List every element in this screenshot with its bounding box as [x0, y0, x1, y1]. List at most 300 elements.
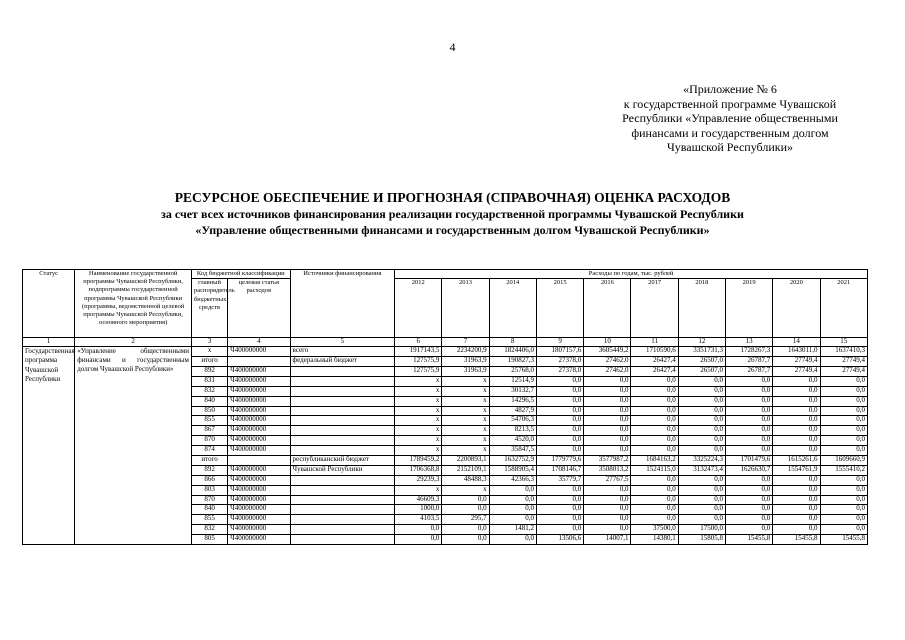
amount-cell: 0,0 [536, 446, 583, 456]
amount-cell: 127575,9 [395, 366, 442, 376]
amount-cell: 0,0 [489, 495, 536, 505]
amount-cell: 0,0 [631, 515, 678, 525]
year-header: 2020 [773, 279, 820, 338]
amount-cell: 0,0 [536, 505, 583, 515]
amount-cell: 0,0 [536, 416, 583, 426]
amount-cell: х [442, 446, 489, 456]
amount-cell: 0,0 [489, 505, 536, 515]
source-cell [290, 426, 395, 436]
header-target: целевая статья расходов [228, 279, 290, 338]
amount-cell: 0,0 [773, 376, 820, 386]
title-line: РЕСУРСНОЕ ОБЕСПЕЧЕНИЕ И ПРОГНОЗНАЯ (СПРАВОЧНАЯ) ОЦЕНКА РАСХОДОВ [174, 190, 731, 205]
amount-cell: 0,0 [726, 525, 773, 535]
target-cell: Ч400000000 [228, 406, 290, 416]
amount-cell: 27767,5 [584, 475, 631, 485]
source-cell [290, 515, 395, 525]
amount-cell: 0,0 [726, 426, 773, 436]
target-cell: Ч400000000 [228, 475, 290, 485]
amount-cell: 190827,3 [489, 357, 536, 367]
title-line: за счет всех источников финансирования реализации государственной программы Чувашской Республики [161, 207, 744, 221]
amount-cell: 31963,9 [442, 366, 489, 376]
amount-cell: 0,0 [773, 485, 820, 495]
amount-cell: 0,0 [726, 416, 773, 426]
amount-cell: 0,0 [820, 525, 867, 535]
amount-cell: 0,0 [536, 515, 583, 525]
target-cell: Ч400000000 [228, 525, 290, 535]
amount-cell: 0,0 [442, 505, 489, 515]
amount-cell: 0,0 [678, 386, 725, 396]
amount-cell: 0,0 [631, 416, 678, 426]
column-number: 14 [773, 338, 820, 347]
amount-cell: 0,0 [726, 406, 773, 416]
amount-cell: 0,0 [584, 505, 631, 515]
amount-cell: 0,0 [726, 396, 773, 406]
amount-cell: 27378,0 [536, 357, 583, 367]
amount-cell: 0,0 [773, 436, 820, 446]
amount-cell: 26787,7 [726, 357, 773, 367]
amount-cell: 54706,3 [489, 416, 536, 426]
target-cell: Ч400000000 [228, 515, 290, 525]
column-number: 13 [726, 338, 773, 347]
amount-cell: 35847,5 [489, 446, 536, 456]
source-cell [290, 386, 395, 396]
amount-cell: 0,0 [489, 535, 536, 545]
amount-cell: 42366,3 [489, 475, 536, 485]
target-cell: Ч400000000 [228, 426, 290, 436]
amount-cell: х [442, 376, 489, 386]
amount-cell: 0,0 [773, 525, 820, 535]
amount-cell: 0,0 [536, 396, 583, 406]
source-cell: федеральный бюджет [290, 357, 395, 367]
amount-cell: 4827,9 [489, 406, 536, 416]
source-cell [290, 495, 395, 505]
amount-cell: 0,0 [678, 505, 725, 515]
source-cell [290, 366, 395, 376]
source-cell [290, 396, 395, 406]
amount-cell: 27378,0 [536, 366, 583, 376]
amount-cell: 1706368,8 [395, 465, 442, 475]
column-number: 9 [536, 338, 583, 347]
program-status: Государственная программа Чувашской Республики [23, 347, 75, 545]
amount-cell: 0,0 [584, 485, 631, 495]
table-row [23, 347, 868, 357]
amount-cell: 17500,0 [678, 525, 725, 535]
amount-cell: 0,0 [678, 436, 725, 446]
amount-cell: 0,0 [489, 485, 536, 495]
amount-cell: 0,0 [678, 426, 725, 436]
amount-cell: 0,0 [678, 485, 725, 495]
amount-cell: 15455,8 [820, 535, 867, 545]
amount-cell: 30132,7 [489, 386, 536, 396]
amount-cell: х [442, 406, 489, 416]
target-cell: Ч400000000 [228, 386, 290, 396]
table-body [23, 347, 868, 545]
grbs-cell: 840 [191, 396, 227, 406]
amount-cell: 0,0 [773, 396, 820, 406]
year-header: 2016 [584, 279, 631, 338]
amount-cell: 0,0 [726, 376, 773, 386]
amount-cell: 0,0 [773, 416, 820, 426]
source-cell [290, 406, 395, 416]
amount-cell: 1632752,9 [489, 456, 536, 466]
amount-cell: 26427,4 [631, 366, 678, 376]
amount-cell: 1609660,9 [820, 456, 867, 466]
amount-cell: 0,0 [678, 406, 725, 416]
amount-cell: 3605449,2 [584, 347, 631, 357]
column-number: 3 [191, 338, 227, 347]
column-number: 6 [395, 338, 442, 347]
amount-cell: 0,0 [584, 525, 631, 535]
target-cell: Ч400000000 [228, 436, 290, 446]
amount-cell: 0,0 [631, 485, 678, 495]
amount-cell: 0,0 [726, 446, 773, 456]
grbs-cell: итого [191, 357, 227, 367]
amount-cell: 0,0 [773, 515, 820, 525]
amount-cell: х [395, 376, 442, 386]
column-number: 1 [23, 338, 75, 347]
amount-cell: 0,0 [773, 446, 820, 456]
grbs-cell: 855 [191, 515, 227, 525]
amount-cell: 1555410,2 [820, 465, 867, 475]
amount-cell: 8213,5 [489, 426, 536, 436]
target-cell: Ч400000000 [228, 416, 290, 426]
amount-cell: 25768,0 [489, 366, 536, 376]
header-budget-code: Код бюджетной классификации [191, 270, 290, 279]
amount-cell: 0,0 [536, 426, 583, 436]
column-number: 4 [228, 338, 290, 347]
year-header: 2013 [442, 279, 489, 338]
amount-cell: 26427,4 [631, 357, 678, 367]
header-name: Наименование государственной программы Чувашской Республики, подпрограммы государственной программы Чувашской Республики (программы, ведомственной целевой программы Чувашской Республики, основного мероприятия) [75, 270, 192, 338]
amount-cell: х [442, 426, 489, 436]
amount-cell: х [442, 436, 489, 446]
appendix-line: «Приложение № 6 [683, 82, 777, 96]
amount-cell: 1728267,3 [726, 347, 773, 357]
amount-cell: 0,0 [584, 416, 631, 426]
year-header: 2019 [726, 279, 773, 338]
title-line: «Управление общественными финансами и государственным долгом Чувашской Республики» [195, 223, 710, 237]
amount-cell: 0,0 [773, 495, 820, 505]
amount-cell: 0,0 [631, 436, 678, 446]
source-cell [290, 535, 395, 545]
amount-cell: 1824406,0 [489, 347, 536, 357]
amount-cell: 0,0 [820, 396, 867, 406]
header-grbs: главный распорядитель бюджетных средств [191, 279, 227, 338]
grbs-cell: 866 [191, 475, 227, 485]
amount-cell: 3351731,3 [678, 347, 725, 357]
amount-cell: 0,0 [442, 525, 489, 535]
amount-cell: 1779779,6 [536, 456, 583, 466]
amount-cell: 26507,0 [678, 366, 725, 376]
amount-cell: 14380,1 [631, 535, 678, 545]
amount-cell: 0,0 [678, 416, 725, 426]
amount-cell: 1615261,6 [773, 456, 820, 466]
amount-cell: 26787,7 [726, 366, 773, 376]
amount-cell: 0,0 [631, 475, 678, 485]
amount-cell: 0,0 [631, 396, 678, 406]
column-number: 7 [442, 338, 489, 347]
source-cell [290, 485, 395, 495]
amount-cell: 0,0 [442, 535, 489, 545]
grbs-cell: 855 [191, 416, 227, 426]
amount-cell: 1917143,5 [395, 347, 442, 357]
amount-cell: 0,0 [726, 485, 773, 495]
amount-cell: 127575,9 [395, 357, 442, 367]
amount-cell: 4103,5 [395, 515, 442, 525]
resource-table [22, 269, 868, 545]
grbs-cell: 870 [191, 436, 227, 446]
amount-cell: 0,0 [631, 386, 678, 396]
amount-cell: 1684163,2 [631, 456, 678, 466]
source-cell [290, 475, 395, 485]
grbs-cell: 850 [191, 406, 227, 416]
target-cell [228, 357, 290, 367]
source-cell [290, 416, 395, 426]
amount-cell: 0,0 [584, 406, 631, 416]
column-number: 8 [489, 338, 536, 347]
amount-cell: 4520,0 [489, 436, 536, 446]
source-cell [290, 436, 395, 446]
amount-cell: 0,0 [678, 515, 725, 525]
amount-cell: 0,0 [489, 515, 536, 525]
amount-cell: 2152109,1 [442, 465, 489, 475]
grbs-cell: 832 [191, 386, 227, 396]
amount-cell: 0,0 [726, 515, 773, 525]
amount-cell: 0,0 [536, 376, 583, 386]
target-cell: Ч400000000 [228, 366, 290, 376]
amount-cell: 12514,9 [489, 376, 536, 386]
amount-cell: 1554761,9 [773, 465, 820, 475]
source-cell [290, 376, 395, 386]
amount-cell: 0,0 [820, 436, 867, 446]
amount-cell: 0,0 [773, 406, 820, 416]
amount-cell: 0,0 [773, 386, 820, 396]
amount-cell: 0,0 [631, 495, 678, 505]
amount-cell: 1626630,7 [726, 465, 773, 475]
amount-cell: 0,0 [631, 406, 678, 416]
grbs-cell: итого [191, 456, 227, 466]
amount-cell: 2200893,1 [442, 456, 489, 466]
amount-cell: 1000,0 [395, 505, 442, 515]
amount-cell: 0,0 [678, 376, 725, 386]
amount-cell: 0,0 [820, 505, 867, 515]
amount-cell: 14296,5 [489, 396, 536, 406]
year-header: 2012 [395, 279, 442, 338]
amount-cell: 1481,2 [489, 525, 536, 535]
target-cell: Ч400000000 [228, 376, 290, 386]
year-header: 2014 [489, 279, 536, 338]
amount-cell: 0,0 [820, 485, 867, 495]
amount-cell: 0,0 [536, 436, 583, 446]
amount-cell: 15805,8 [678, 535, 725, 545]
amount-cell: 0,0 [820, 416, 867, 426]
amount-cell: 0,0 [726, 386, 773, 396]
amount-cell: 27749,4 [773, 366, 820, 376]
grbs-cell: 892 [191, 465, 227, 475]
amount-cell: 1710590,6 [631, 347, 678, 357]
amount-cell: 14007,1 [584, 535, 631, 545]
amount-cell: 0,0 [631, 505, 678, 515]
amount-cell: 3577987,2 [584, 456, 631, 466]
target-cell: Ч400000000 [228, 485, 290, 495]
year-header: 2015 [536, 279, 583, 338]
amount-cell: 27462,0 [584, 357, 631, 367]
amount-cell: 0,0 [820, 475, 867, 485]
grbs-cell: 867 [191, 426, 227, 436]
appendix-line: к государственной программе Чувашской [623, 96, 837, 111]
amount-cell: 0,0 [726, 475, 773, 485]
amount-cell: 0,0 [631, 446, 678, 456]
amount-cell: 46609,3 [395, 495, 442, 505]
amount-cell: х [395, 406, 442, 416]
target-cell: Ч400000000 [228, 495, 290, 505]
amount-cell: 27749,4 [820, 357, 867, 367]
amount-cell: 1588905,4 [489, 465, 536, 475]
target-cell: Ч400000000 [228, 347, 290, 357]
amount-cell: 0,0 [395, 535, 442, 545]
amount-cell: 0,0 [631, 376, 678, 386]
amount-cell: 0,0 [536, 485, 583, 495]
amount-cell: 0,0 [820, 515, 867, 525]
column-number: 2 [75, 338, 192, 347]
amount-cell: 0,0 [584, 396, 631, 406]
target-cell: Ч400000000 [228, 535, 290, 545]
amount-cell: х [395, 396, 442, 406]
amount-cell: 0,0 [820, 386, 867, 396]
grbs-cell: 831 [191, 376, 227, 386]
header-status: Статус [23, 270, 75, 338]
amount-cell: 295,7 [442, 515, 489, 525]
amount-cell: 0,0 [678, 475, 725, 485]
program-name: «Управление общественными финансами и государственным долгом Чувашской Республики» [75, 347, 192, 545]
amount-cell: 0,0 [820, 495, 867, 505]
amount-cell: 0,0 [820, 376, 867, 386]
amount-cell: 0,0 [726, 436, 773, 446]
column-number: 11 [631, 338, 678, 347]
amount-cell: х [395, 485, 442, 495]
amount-cell: 0,0 [773, 505, 820, 515]
amount-cell: х [395, 426, 442, 436]
year-header: 2017 [631, 279, 678, 338]
amount-cell: 3325224,3 [678, 456, 725, 466]
year-header: 2018 [678, 279, 725, 338]
grbs-cell: 803 [191, 485, 227, 495]
column-number: 5 [290, 338, 395, 347]
amount-cell: 3132473,4 [678, 465, 725, 475]
amount-cell: 0,0 [820, 406, 867, 416]
amount-cell: 0,0 [536, 525, 583, 535]
amount-cell: 0,0 [395, 525, 442, 535]
amount-cell: 35779,7 [536, 475, 583, 485]
amount-cell: 0,0 [726, 495, 773, 505]
amount-cell: 0,0 [631, 426, 678, 436]
amount-cell: 13506,6 [536, 535, 583, 545]
target-cell: Ч400000000 [228, 446, 290, 456]
amount-cell: 0,0 [584, 446, 631, 456]
source-cell [290, 525, 395, 535]
amount-cell: 1643011,0 [773, 347, 820, 357]
amount-cell: х [395, 416, 442, 426]
amount-cell: 48488,3 [442, 475, 489, 485]
column-number: 10 [584, 338, 631, 347]
amount-cell: 1524115,0 [631, 465, 678, 475]
amount-cell: 0,0 [442, 495, 489, 505]
amount-cell: 0,0 [584, 386, 631, 396]
amount-cell: 2234200,9 [442, 347, 489, 357]
amount-cell: х [442, 386, 489, 396]
document-title [0, 190, 905, 238]
amount-cell: 0,0 [584, 495, 631, 505]
amount-cell: 0,0 [820, 446, 867, 456]
amount-cell: 0,0 [584, 426, 631, 436]
source-cell: Чувашской Республики [290, 465, 395, 475]
amount-cell: 3508013,2 [584, 465, 631, 475]
amount-cell: 0,0 [678, 495, 725, 505]
source-cell: всего [290, 347, 395, 357]
appendix-line: Республики «Управление общественными [622, 111, 838, 125]
page-number: 4 [449, 40, 456, 54]
header-expenses: Расходы по годам, тыс. рублей [395, 270, 868, 279]
amount-cell: 15455,8 [773, 535, 820, 545]
amount-cell: 15455,8 [726, 535, 773, 545]
amount-cell: х [442, 396, 489, 406]
target-cell: Ч400000000 [228, 396, 290, 406]
amount-cell: 1637410,3 [820, 347, 867, 357]
amount-cell: 37500,0 [631, 525, 678, 535]
target-cell: Ч400000000 [228, 465, 290, 475]
amount-cell: 1789459,2 [395, 456, 442, 466]
amount-cell: 31963,9 [442, 357, 489, 367]
amount-cell: 1701479,6 [726, 456, 773, 466]
amount-cell: х [442, 416, 489, 426]
appendix-note [595, 82, 865, 155]
amount-cell: 0,0 [584, 515, 631, 525]
amount-cell: 0,0 [678, 446, 725, 456]
header-sources: Источники финансирования [290, 270, 395, 338]
source-cell: республиканский бюджет [290, 456, 395, 466]
target-cell [228, 456, 290, 466]
amount-cell: 26507,0 [678, 357, 725, 367]
grbs-cell: 874 [191, 446, 227, 456]
amount-cell: 0,0 [773, 426, 820, 436]
amount-cell: х [442, 485, 489, 495]
appendix-line: финансами и государственным долгом [631, 125, 829, 140]
amount-cell: 0,0 [584, 376, 631, 386]
grbs-cell: 832 [191, 525, 227, 535]
amount-cell: х [395, 436, 442, 446]
amount-cell: 0,0 [820, 426, 867, 436]
amount-cell: х [395, 446, 442, 456]
grbs-cell: х [191, 347, 227, 357]
amount-cell: 1708146,7 [536, 465, 583, 475]
amount-cell: 27749,4 [773, 357, 820, 367]
amount-cell: 0,0 [536, 406, 583, 416]
column-number: 15 [820, 338, 867, 347]
amount-cell: 0,0 [726, 505, 773, 515]
amount-cell: 0,0 [584, 436, 631, 446]
amount-cell: 1807157,6 [536, 347, 583, 357]
amount-cell: 0,0 [773, 475, 820, 485]
amount-cell: х [395, 386, 442, 396]
target-cell: Ч400000000 [228, 505, 290, 515]
amount-cell: 27749,4 [820, 366, 867, 376]
column-number: 12 [678, 338, 725, 347]
appendix-line: Чувашской Республики» [666, 140, 794, 154]
source-cell [290, 505, 395, 515]
grbs-cell: 892 [191, 366, 227, 376]
grbs-cell: 805 [191, 535, 227, 545]
grbs-cell: 840 [191, 505, 227, 515]
